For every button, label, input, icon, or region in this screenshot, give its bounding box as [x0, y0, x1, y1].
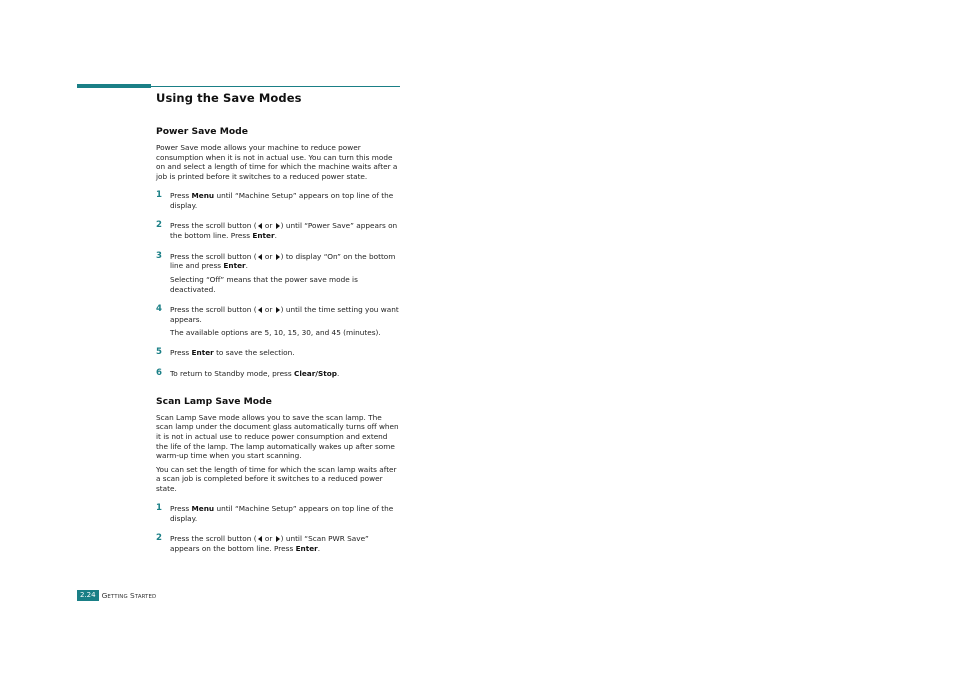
power-step-3	[156, 252, 400, 272]
section-title: GETTING STARTED	[101, 591, 157, 600]
power-save-intro: Power Save mode allows your machine to reduce power consumption when it is not in actual use. You can turn this mode on and select a length of time for which the machine waits after a job is printed before it switches to a reduced power state.	[156, 143, 398, 181]
scan-step-1	[156, 504, 400, 524]
scroll-left-icon	[258, 307, 262, 313]
step-number: 2	[156, 219, 162, 230]
step-number: 1	[156, 190, 162, 201]
step-number: 4	[156, 303, 162, 314]
scan-step-2	[156, 534, 400, 554]
step-text: Press Enter to save the selection.	[170, 348, 295, 358]
step-note: Selecting “Off” means that the power save mode is deactivated.	[170, 275, 358, 294]
step-text: To return to Standby mode, press Clear/Stop.	[170, 368, 340, 378]
step-number: 1	[156, 503, 162, 514]
page-title: Using the Save Modes	[156, 91, 302, 105]
step-text: Press the scroll button ( or ) until “Scan PWR Save” appears on the bottom line. Press Enter.	[170, 534, 369, 553]
step-text: Press the scroll button ( or ) until the time setting you want appears.	[170, 304, 399, 324]
step-note: The available options are 5, 10, 15, 30, and 45 (minutes).	[170, 328, 381, 338]
step-text: Press the scroll button ( or ) until “Power Save” appears on the bottom line. Press Enter.	[170, 220, 398, 240]
power-step-6	[156, 369, 400, 379]
scroll-left-icon	[258, 223, 262, 229]
page-content	[156, 91, 400, 554]
power-save-heading: Power Save Mode	[156, 126, 248, 137]
header-rule-accent	[77, 84, 151, 88]
scroll-right-icon	[276, 223, 280, 229]
step-text: Press Menu until “Machine Setup” appears on top line of the display.	[170, 191, 394, 211]
step-text: Press Menu until “Machine Setup” appears on top line of the display.	[170, 504, 394, 524]
scroll-right-icon	[276, 254, 280, 260]
scroll-right-icon	[276, 307, 280, 313]
page-number: 2.24	[77, 590, 99, 601]
power-step-2	[156, 221, 400, 241]
power-step-1	[156, 191, 400, 211]
step-number: 2	[156, 533, 162, 544]
power-step-5	[156, 348, 400, 358]
scroll-left-icon	[258, 254, 262, 260]
scroll-right-icon	[276, 536, 280, 542]
step-number: 5	[156, 347, 162, 358]
step-text: Press the scroll button ( or ) to display “On” on the bottom line and press Enter.	[170, 251, 396, 271]
step-number: 3	[156, 250, 162, 261]
page-footer	[77, 590, 156, 601]
step-number: 6	[156, 367, 162, 378]
power-step-4	[156, 305, 400, 325]
scan-lamp-intro: Scan Lamp Save mode allows you to save the scan lamp. The scan lamp under the document glass automatically turns off when it is not in actual use to reduce power consumption and extend the life of the lamp. The lamp automatically wakes up after some warm-up time when you start scanning.	[156, 412, 399, 461]
scroll-left-icon	[258, 536, 262, 542]
scan-lamp-intro-2: You can set the length of time for which the scan lamp waits after a scan job is completed before it switches to a reduced power state.	[156, 464, 397, 493]
scan-lamp-heading: Scan Lamp Save Mode	[156, 395, 272, 407]
header-rule	[151, 86, 400, 87]
